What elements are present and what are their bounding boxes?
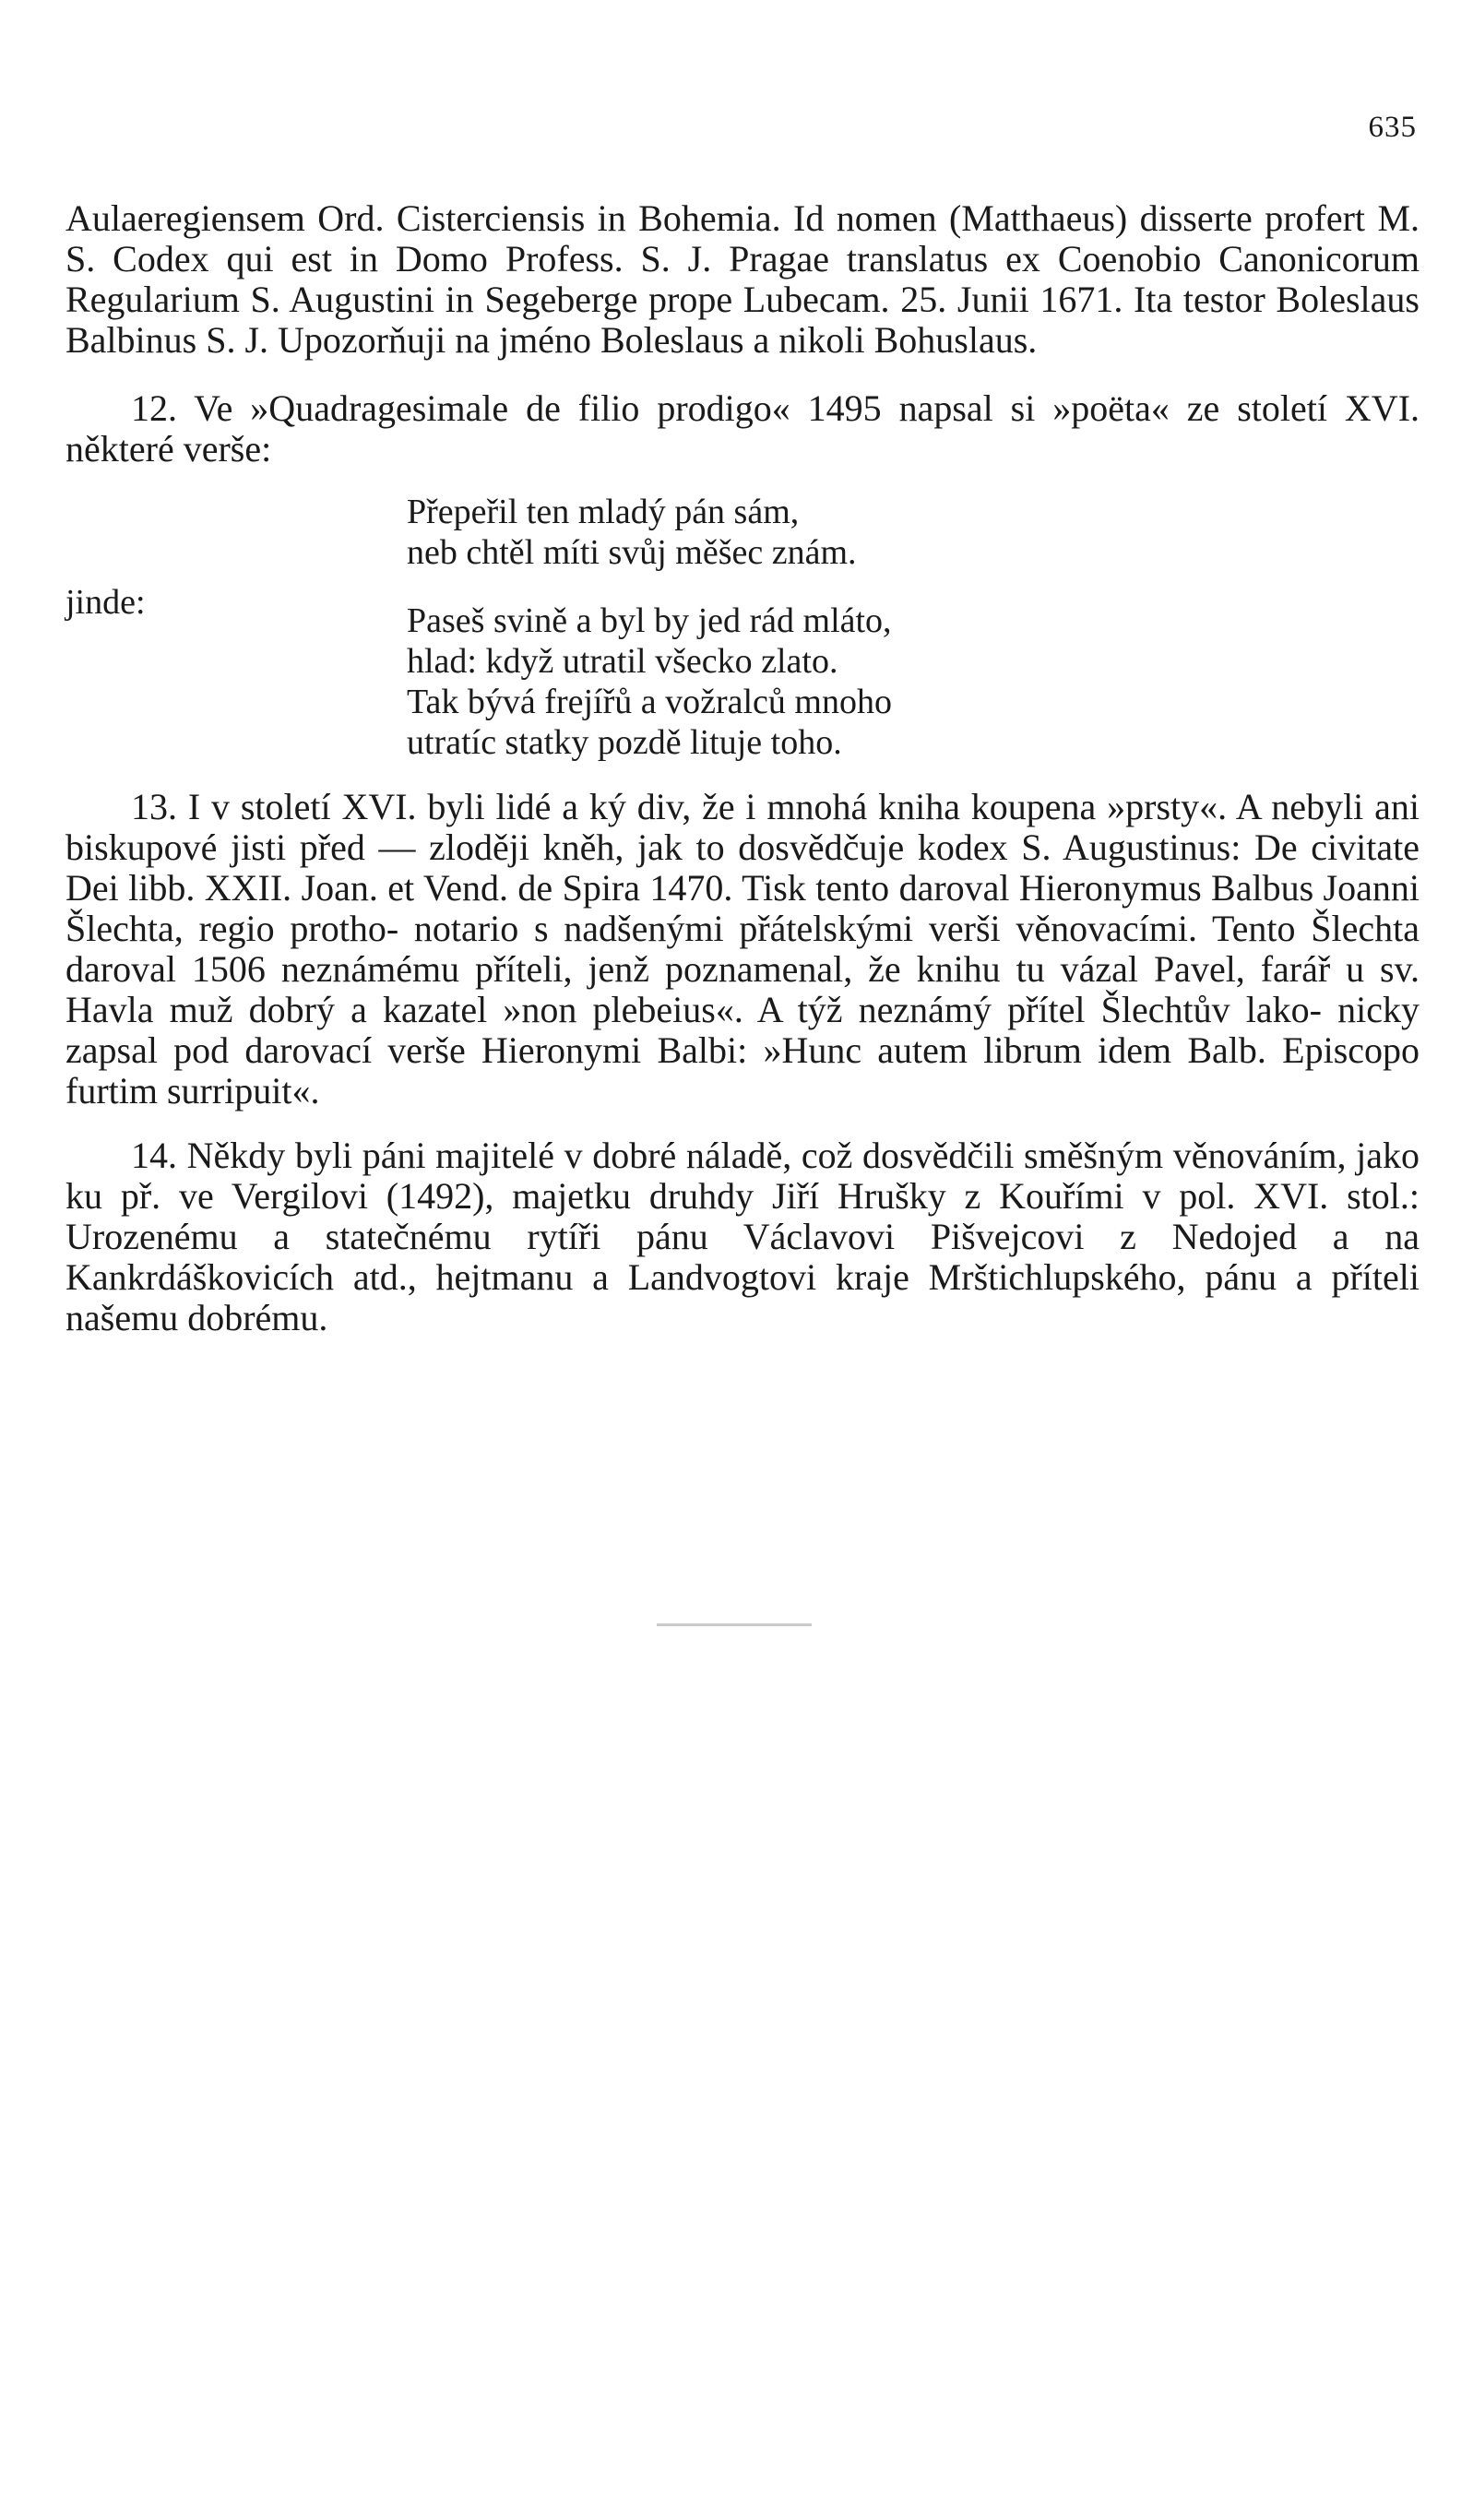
verse-line: hlad: když utratil všecko zlato.: [407, 642, 838, 681]
text-line: kraje Mrštichlupského, pánu a příteli našemu dobrému.: [65, 1256, 1420, 1338]
verse-line: neb chtěl míti svůj měšec znám.: [407, 533, 857, 572]
text-line: »prsty«. A nebyli ani biskupové jisti před — zloději kněh, jak to dosvědčuje: [65, 786, 1420, 868]
text-line: Boleslaus a nikoli Bohuslaus.: [600, 319, 1038, 361]
jinde-label: jinde:: [65, 583, 146, 622]
text-line: profert M. S. Codex qui est in Domo Profess. S. J. Pragae translatus ex: [65, 197, 1420, 279]
text-line: Coenobio Canonicorum Regularium S. Augustini in Segeberge prope Lubecam.: [65, 238, 1420, 320]
intro-paragraph: [65, 198, 1420, 361]
verse-line: Přepeřil ten mladý pán sám,: [407, 493, 800, 531]
section-14-paragraph: [65, 1135, 1420, 1338]
text-line: věnováním, jako ku př. ve Vergilovi (1492), majetku druhdy Jiří Hrušky: [65, 1135, 1420, 1217]
text-line: 25. Junii 1671. Ita testor Boleslaus Balbinus S. J. Upozorňuji na jméno: [65, 279, 1420, 361]
text-line: století XVI. některé verše:: [65, 387, 1420, 470]
text-line: 13. I v století XVI. byli lidé a ký div, že i mnohá kniha koupena: [131, 786, 1097, 827]
verse-line: Tak bývá frejířů a vožralců mnoho: [407, 683, 892, 721]
page-body: [65, 198, 1420, 1338]
section-13-paragraph: [65, 787, 1420, 1111]
verse-line: utratíc statky pozdě lituje toho.: [407, 723, 842, 762]
verse-line: Paseš svině a byl by jed rád mláto,: [407, 601, 892, 640]
text-line: 14. Někdy byli páni majitelé v dobré náladě, což dosvědčili směšným: [131, 1135, 1164, 1176]
text-line: 12. Ve »Quadragesimale de filio prodigo« 1495 napsal si »poëta« ze: [131, 387, 1220, 429]
text-line: kodex S. Augustinus: De civitate Dei libb. XXII. Joan. et Vend. de Spira: [65, 826, 1420, 909]
text-line: Aulaeregiensem Ord. Cisterciensis in Bohemia. Id nomen (Matthaeus) disserte: [65, 197, 1253, 239]
text-line: idem Balb. Episcopo furtim surripuit«.: [65, 1029, 1420, 1111]
text-line: Pišvejcovi z Nedojed a na Kankrdáškovicích atd., hejtmanu a Landvogtovi: [65, 1216, 1420, 1298]
section-divider: [657, 1623, 812, 1626]
text-line: notario s nadšenými přátelskými verši věnovacími. Tento Šlechta daroval 1506: [65, 908, 1420, 990]
text-line: z Kouřími v pol. XVI. stol.: Urozenému a statečnému rytíři pánu Václavovi: [65, 1175, 1420, 1257]
text-line: 1470. Tisk tento daroval Hieronymus Balbus Joanni Šlechta, regio protho-: [65, 867, 1420, 949]
text-line: nicky zapsal pod darovací verše Hieronymi Balbi: »Hunc autem librum: [65, 989, 1420, 1071]
page-number: 635: [1368, 111, 1417, 144]
section-12-paragraph: [65, 388, 1420, 470]
text-line: muž dobrý a kazatel »non plebeius«. A týž neznámý přítel Šlechtův lako-: [169, 989, 1322, 1030]
text-line: neznámému příteli, jenž poznamenal, že knihu tu vázal Pavel, farář u sv. Havla: [65, 948, 1420, 1030]
verse-block: [65, 492, 1420, 763]
